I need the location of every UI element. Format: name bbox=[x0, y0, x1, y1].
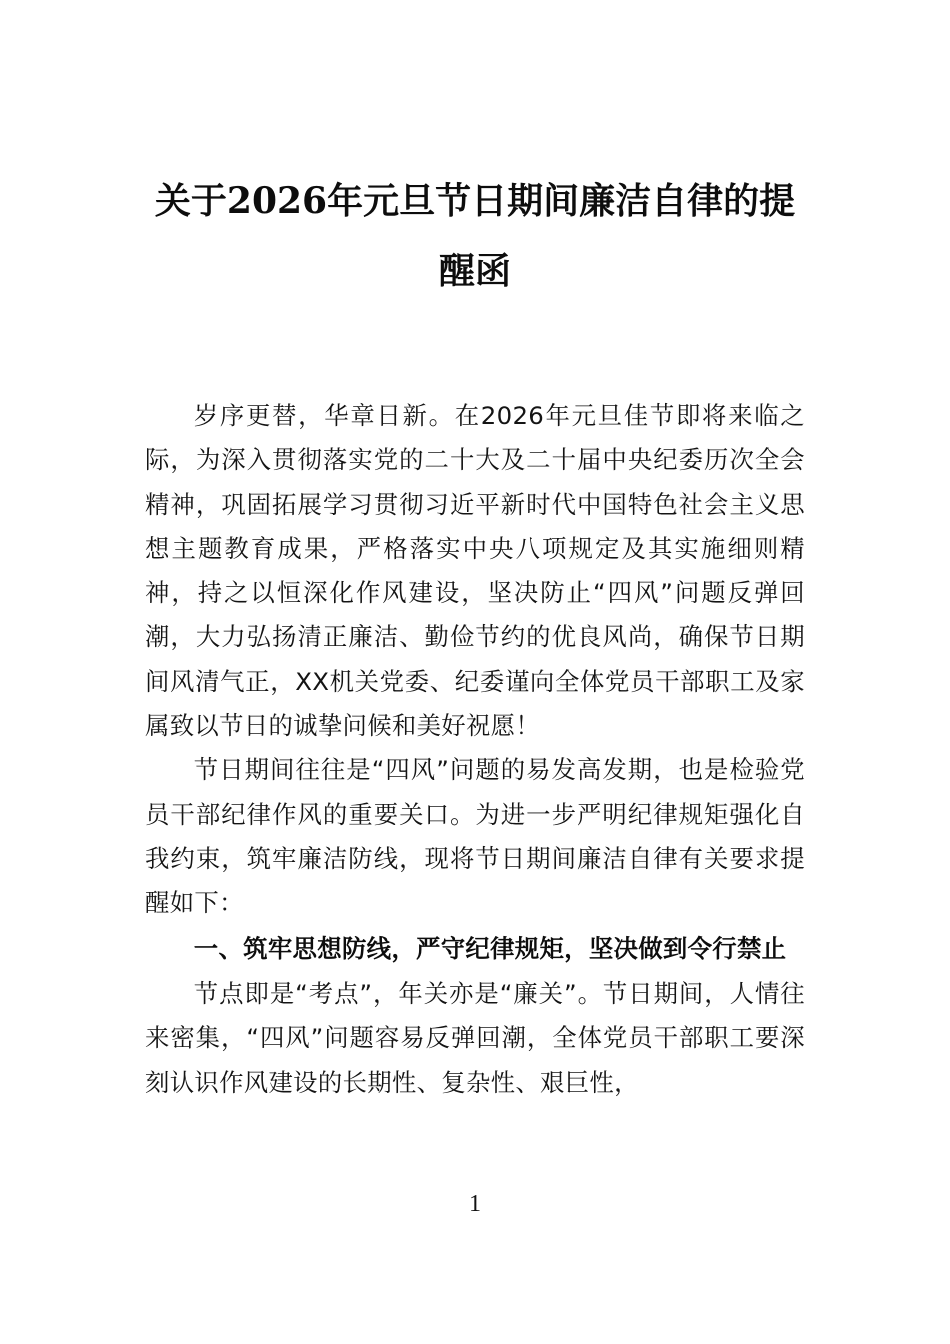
section-heading-1: 一、筑牢思想防线，严守纪律规矩，坚决做到令行禁止 bbox=[193, 933, 787, 963]
page-number: 1 bbox=[469, 1191, 481, 1217]
document-title: 关于2026年元旦节日期间廉洁自律的提醒函 bbox=[154, 180, 796, 292]
document-body bbox=[145, 394, 805, 1105]
intro-paragraph: 岁序更替，华章日新。在2026年元旦佳节即将来临之际，为深入贯彻落实党的二十大及二十届中央纪委历次全会精神，巩固拓展学习贯彻习近平新时代中国特色社会主义思想主题教育成果，严格落实中央八项规定及其实施细则精神，持之以恒深化作风建设，坚决防止“四风”问题反弹回潮，大力弘扬清正廉洁、勤俭节约的优良风尚，确保节日期间风清气正，XX机关党委、纪委谨向全体党员干部职工及家属致以节日的诚挚问候和美好祝愿！ bbox=[145, 401, 805, 741]
section-1-paragraph: 节点即是“考点”，年关亦是“廉关”。节日期间，人情往来密集，“四风”问题容易反弹回潮，全体党员干部职工要深刻认识作风建设的长期性、复杂性、艰巨性， bbox=[145, 979, 805, 1097]
context-paragraph: 节日期间往往是“四风”问题的易发高发期，也是检验党员干部纪律作风的重要关口。为进一步严明纪律规矩强化自我约束，筑牢廉洁防线，现将节日期间廉洁自律有关要求提醒如下： bbox=[145, 755, 805, 918]
